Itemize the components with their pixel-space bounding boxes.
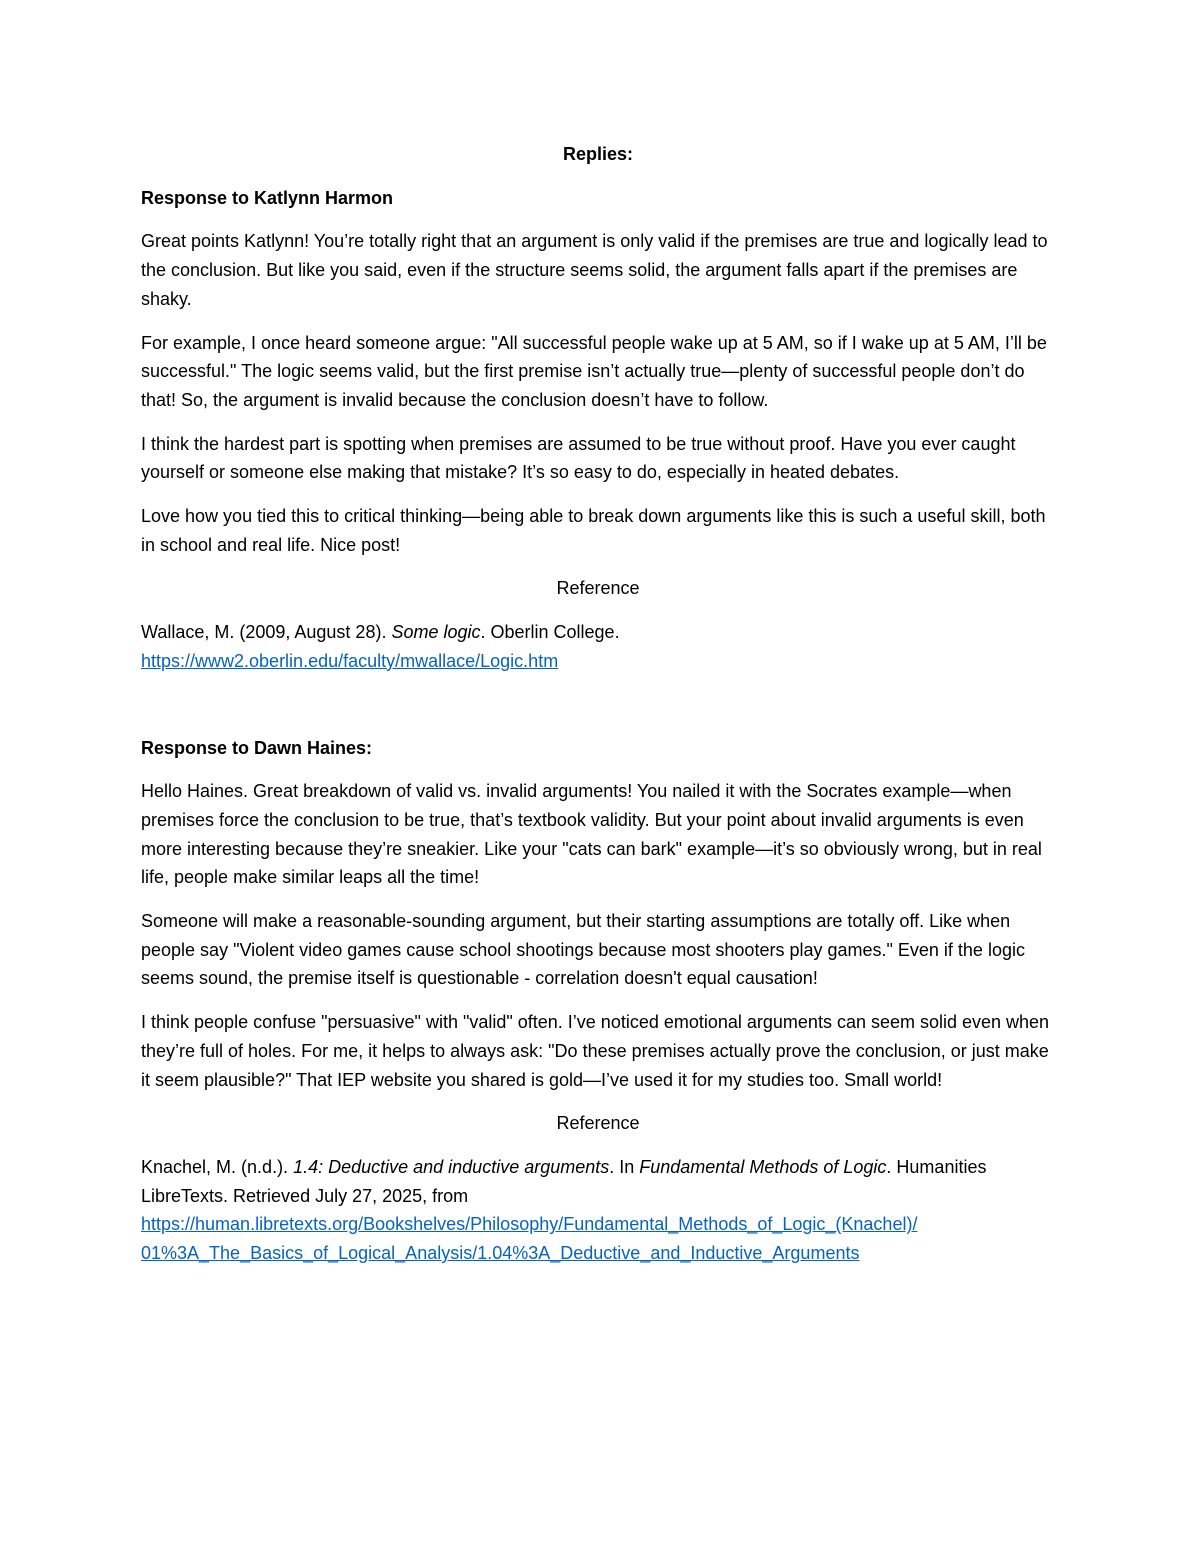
citation-title: Some logic bbox=[391, 622, 481, 643]
paragraph: I think the hardest part is spotting when premises are assumed to be true without proof. Have you ever caught yourself or someone else making that mistake? It’s so easy to do, especially in heated debates. bbox=[141, 433, 1016, 483]
reference-label: Reference bbox=[556, 578, 640, 599]
citation bbox=[141, 618, 1055, 647]
section-spacer bbox=[141, 676, 1055, 734]
document-body bbox=[141, 140, 1055, 1268]
section-heading: Response to Katlynn Harmon bbox=[141, 187, 394, 208]
citation-container: Fundamental Methods of Logic bbox=[639, 1156, 887, 1177]
reference-label: Reference bbox=[556, 1113, 640, 1134]
citation-publisher: . Humanities LibreTexts. Retrieved July 27, 2025, from bbox=[141, 1156, 987, 1206]
citation-author-date: Knachel, M. (n.d.). bbox=[141, 1156, 294, 1177]
citation-link-line-1[interactable]: https://human.libretexts.org/Bookshelves/Philosophy/Fundamental_Methods_of_Logic_(Knachel)/ bbox=[141, 1214, 918, 1235]
citation-author-date: Wallace, M. (2009, August 28). bbox=[141, 622, 392, 643]
paragraph: Great points Katlynn! You’re totally right that an argument is only valid if the premises are true and logically lead to the conclusion. But like you said, even if the structure seems solid, the argument falls apart if the premises are shaky. bbox=[141, 231, 1048, 309]
response-section-dawn bbox=[141, 734, 1055, 1268]
citation-link[interactable]: https://www2.oberlin.edu/faculty/mwallace/Logic.htm bbox=[141, 650, 559, 671]
paragraph: Hello Haines. Great breakdown of valid vs. invalid arguments! You nailed it with the Socrates example—when premises force the conclusion to be true, that’s textbook validity. But your point about invalid arguments is even more interesting because they’re sneakier. Like your "cats can bark" example—it’s so obviously wrong, but in real life, people make similar leaps all the time! bbox=[141, 781, 1042, 888]
citation-link-line-2[interactable]: 01%3A_The_Basics_of_Logical_Analysis/1.04%3A_Deductive_and_Inductive_Arguments bbox=[141, 1243, 860, 1264]
response-section-katlynn bbox=[141, 184, 1055, 676]
citation bbox=[141, 1153, 1055, 1210]
paragraph: Love how you tied this to critical thinking—being able to break down arguments like this is such a useful skill, both in school and real life. Nice post! bbox=[141, 506, 1046, 555]
page-title: Replies: bbox=[562, 144, 634, 164]
section-heading: Response to Dawn Haines: bbox=[141, 737, 373, 758]
paragraph: I think people confuse "persuasive" with "valid" often. I’ve noticed emotional arguments can seem solid even when they’re full of holes. For me, it helps to always ask: "Do these premises actually prove the conclusion, or just make it seem plausible?" That IEP website you shared is gold—I’ve used it for my studies too. Small world! bbox=[141, 1012, 1050, 1090]
citation-in: . In bbox=[609, 1156, 640, 1177]
citation-publisher: . Oberlin College. bbox=[480, 622, 620, 643]
paragraph: For example, I once heard someone argue: "All successful people wake up at 5 AM, so if I wake up at 5 AM, I’ll be successful." The logic seems valid, but the first premise isn’t actually true—plenty of successful people don’t do that! So, the argument is invalid because the conclusion doesn’t have to follow. bbox=[141, 332, 1047, 410]
paragraph: Someone will make a reasonable-sounding argument, but their starting assumptions are totally off. Like when people say "Violent video games cause school shootings because most shooters play games." Even if the logic seems sound, the premise itself is questionable - correlation doesn't equal causation! bbox=[141, 911, 1025, 989]
citation-title: 1.4: Deductive and inductive arguments bbox=[293, 1156, 610, 1177]
